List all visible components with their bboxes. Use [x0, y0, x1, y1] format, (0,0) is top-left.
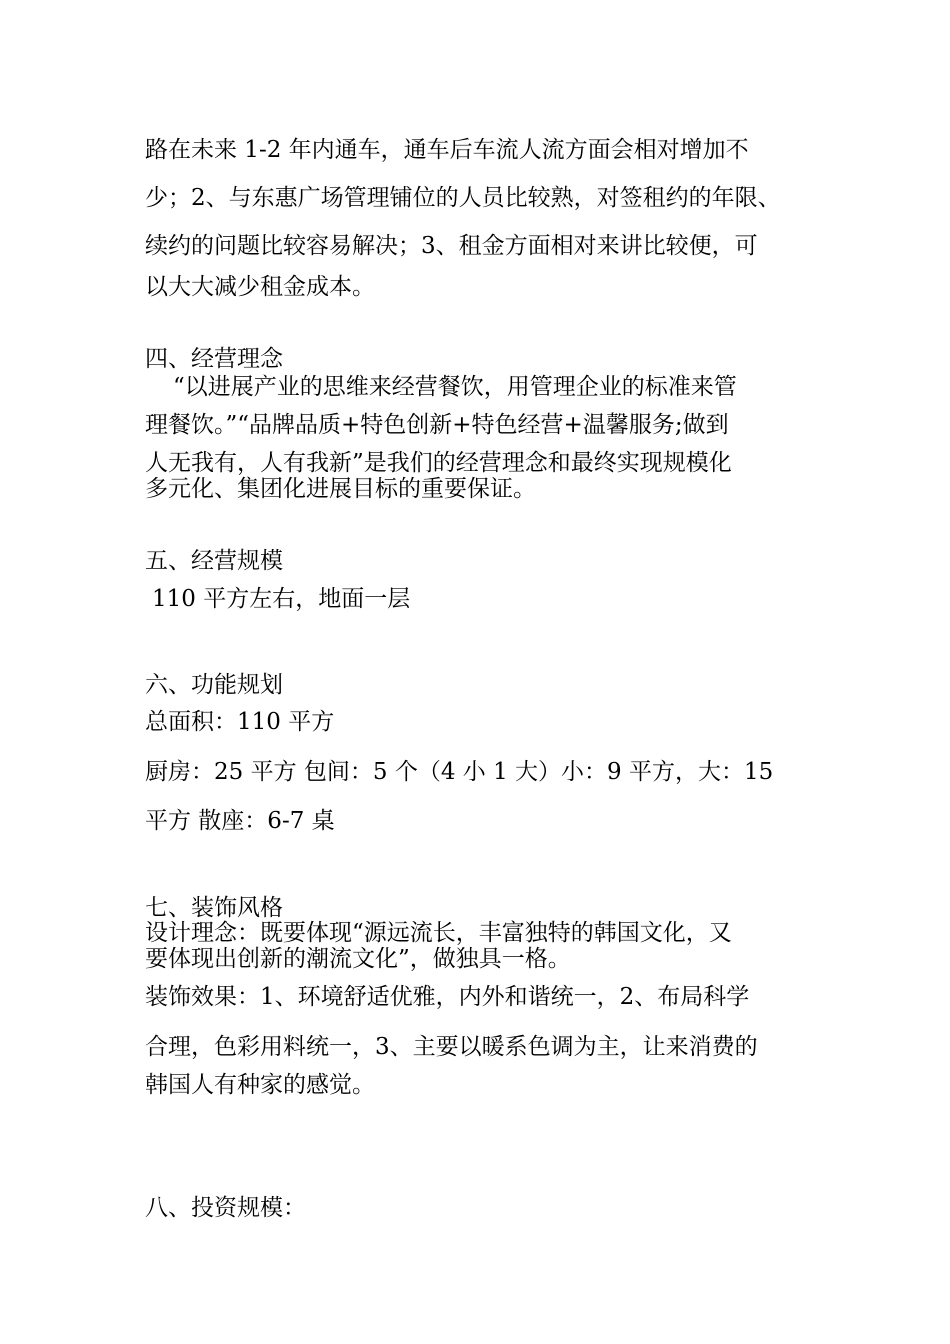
section-4-heading: 四、经营理念	[145, 346, 283, 372]
section-6-line-2: 厨房：25 平方 包间：5 个（4 小 1 大）小：9 平方，大：15	[145, 759, 774, 785]
section-4-line-3: 人无我有，人有我新”是我们的经营理念和最终实现规模化	[145, 450, 732, 476]
section-7-heading: 七、装饰风格	[145, 895, 283, 921]
intro-line-1: 路在未来 1-2 年内通车，通车后车流人流方面会相对增加不	[145, 137, 749, 163]
section-6-heading: 六、功能规划	[145, 672, 283, 698]
section-5-line-1: 110 平方左右，地面一层	[152, 586, 411, 612]
section-7-line-2: 要体现出创新的潮流文化”，做独具一格。	[145, 946, 571, 972]
intro-line-2: 少；2、与东惠广场管理铺位的人员比较熟，对签租约的年限、	[145, 185, 781, 211]
section-7-line-5: 韩国人有种家的感觉。	[145, 1072, 375, 1098]
section-7-line-4: 合理，色彩用料统一，3、主要以暖系色调为主，让来消费的	[145, 1034, 758, 1060]
section-6-line-3: 平方 散座：6-7 桌	[145, 808, 335, 834]
section-7-line-3: 装饰效果：1、环境舒适优雅，内外和谐统一，2、布局科学	[145, 984, 750, 1010]
section-5-heading: 五、经营规模	[145, 548, 283, 574]
section-7-line-1: 设计理念：既要体现“源远流长，丰富独特的韩国文化，又	[145, 920, 732, 946]
intro-line-4: 以大大减少租金成本。	[145, 274, 375, 300]
section-4-line-2: 理餐饮。”“品牌品质+特色创新+特色经营+温馨服务;做到	[145, 412, 729, 438]
section-8-heading: 八、投资规模：	[145, 1195, 306, 1221]
intro-line-3: 续约的问题比较容易解决；3、租金方面相对来讲比较便，可	[145, 233, 758, 259]
section-4-line-1: “以进展产业的思维来经营餐饮，用管理企业的标准来管	[173, 374, 737, 400]
section-4-line-4: 多元化、集团化进展目标的重要保证。	[145, 476, 536, 502]
section-6-line-1: 总面积：110 平方	[145, 709, 335, 735]
